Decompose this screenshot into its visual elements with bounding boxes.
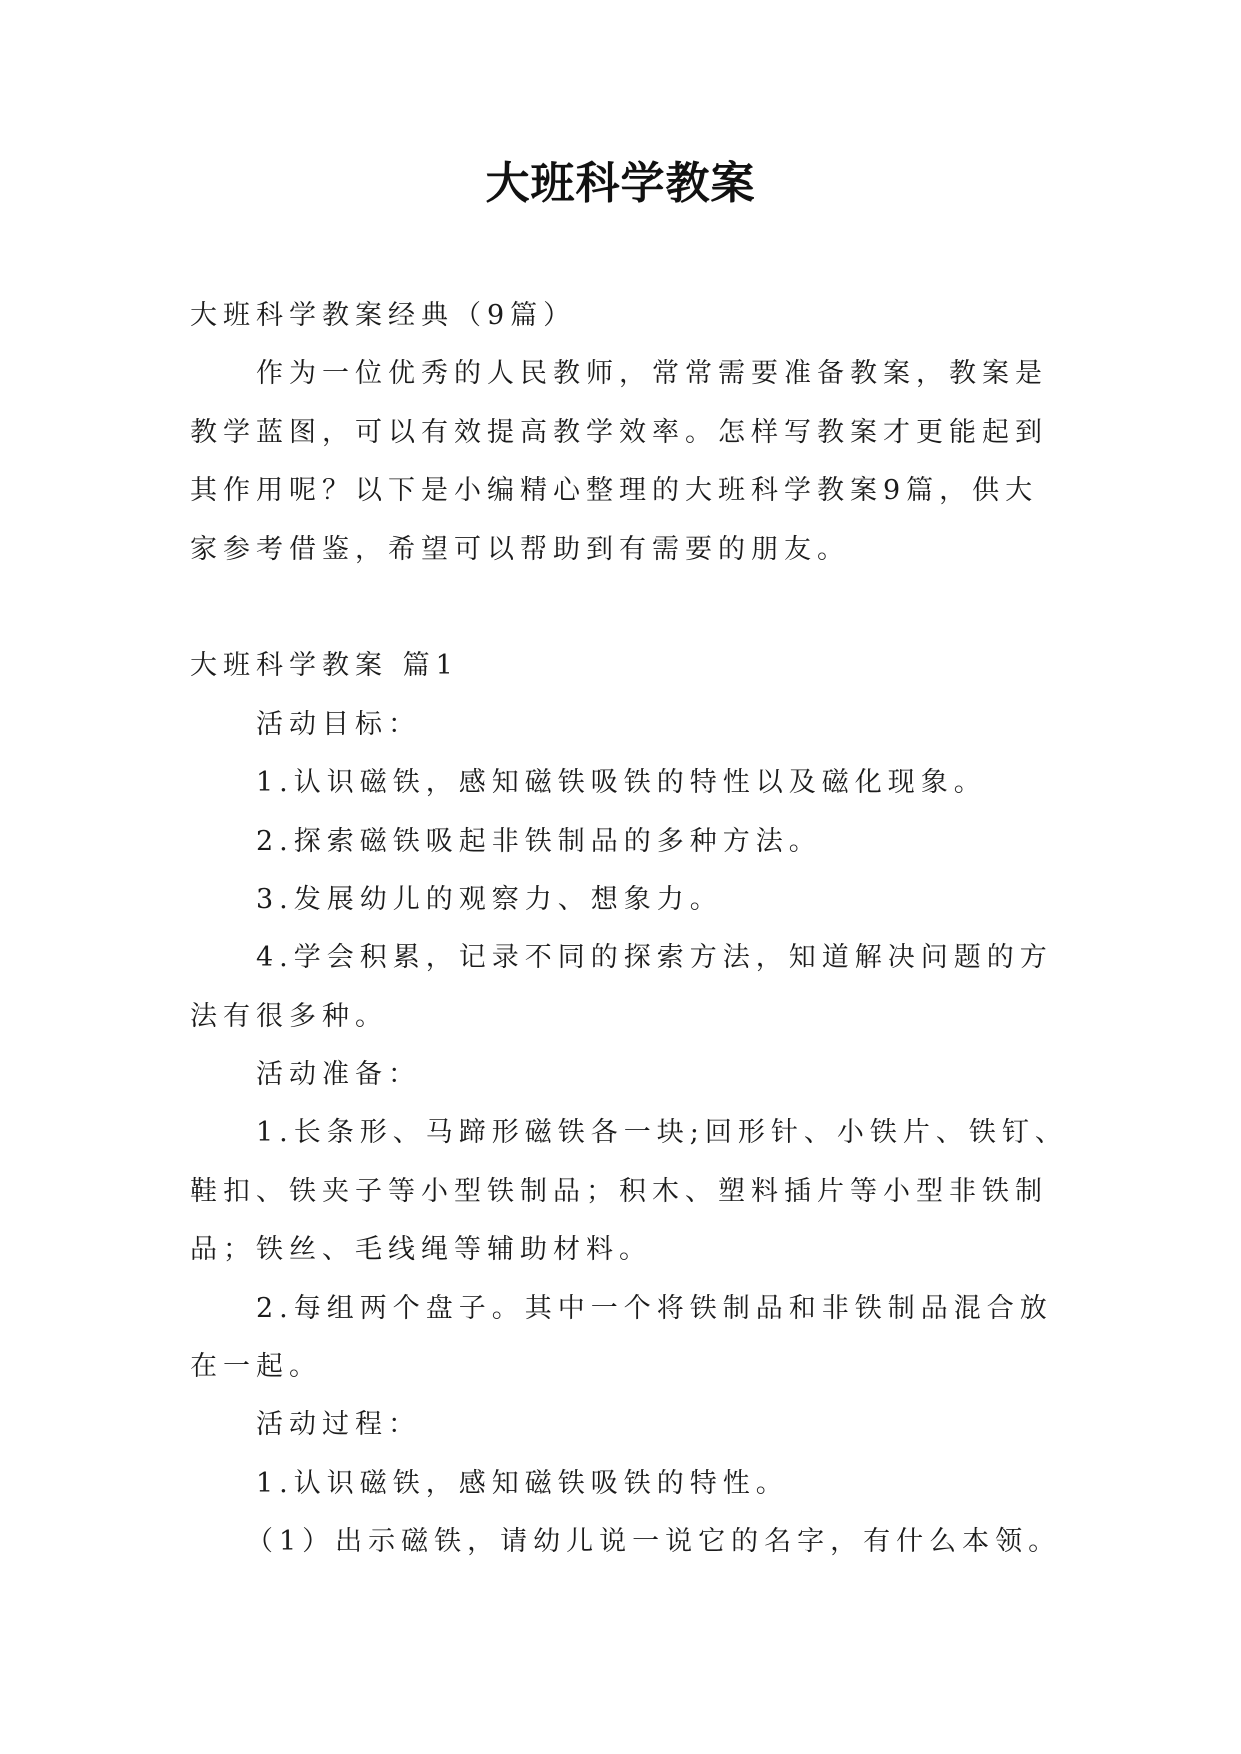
goal-item <box>190 813 1051 871</box>
paragraph-line: 鞋扣、铁夹子等小型铁制品；积木、塑料插片等小型非铁制 <box>190 1175 1048 1207</box>
paragraph-line: 教学蓝图，可以有效提高教学效率。怎样写教案才更能起到 <box>190 416 1048 448</box>
paragraph-line: 作为一位优秀的人民教师，常常需要准备教案，教案是 <box>256 358 1048 390</box>
goal-item <box>190 871 1051 929</box>
paragraph-line: 品；铁丝、毛线绳等辅助材料。 <box>190 1234 652 1266</box>
preparation-item <box>190 1104 1068 1279</box>
process-label: 活动过程： <box>256 1409 421 1441</box>
blank-line <box>190 579 1051 637</box>
section-heading: 大班科学教案 篇1 <box>190 650 459 682</box>
document-body <box>190 287 1068 1572</box>
goal-item <box>190 929 1051 1046</box>
intro-paragraph <box>190 345 1051 579</box>
paragraph-line: 2.每组两个盘子。其中一个将铁制品和非铁制品混合放 <box>256 1292 1053 1324</box>
paragraph-line: 2.探索磁铁吸起非铁制品的多种方法。 <box>256 825 822 857</box>
paragraph-line: 在一起。 <box>190 1351 322 1383</box>
paragraph-line: 其作用呢？以下是小编精心整理的大班科学教案9篇，供大 <box>190 475 1039 507</box>
preparation-label: 活动准备： <box>256 1059 421 1091</box>
paragraph-line: 4.学会积累，记录不同的探索方法，知道解决问题的方 <box>256 942 1053 974</box>
goal-item <box>190 754 1051 812</box>
paragraph-line: 3.发展幼儿的观察力、想象力。 <box>256 883 723 915</box>
paragraph-line: 1.认识磁铁，感知磁铁吸铁的特性以及磁化现象。 <box>256 767 987 799</box>
process-item <box>190 1455 1051 1513</box>
process-item <box>190 1513 1062 1571</box>
paragraph-line: 家参考借鉴，希望可以帮助到有需要的朋友。 <box>190 533 850 565</box>
goals-label: 活动目标： <box>256 708 421 740</box>
preparation-item <box>190 1280 1051 1397</box>
section-1 <box>190 637 1068 1571</box>
document-title: 大班科学教案 <box>485 158 756 209</box>
paragraph-line: 1.认识磁铁，感知磁铁吸铁的特性。 <box>256 1467 789 1499</box>
document-subtitle: 大班科学教案经典（9篇） <box>190 300 577 331</box>
paragraph-line: 1.长条形、马蹄形磁铁各一块;回形针、小铁片、铁钉、 <box>256 1117 1068 1149</box>
paragraph-line: 法有很多种。 <box>190 1000 388 1032</box>
paragraph-line: （1）出示磁铁，请幼儿说一说它的名字，有什么本领。 <box>246 1526 1062 1558</box>
